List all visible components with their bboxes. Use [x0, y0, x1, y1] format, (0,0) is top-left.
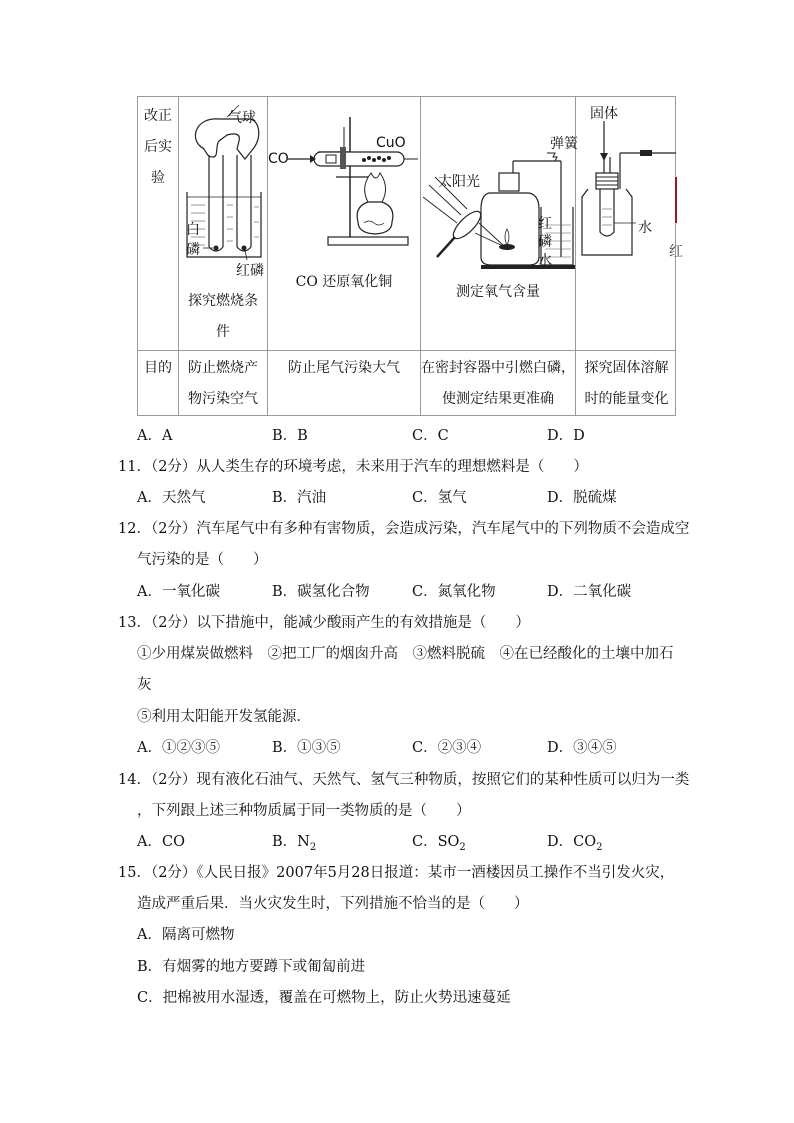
- q15-stem-line1: 15．（2分）《人民日报》2007年5月28日报道：某市一酒楼因员工操作不当引发火灾，: [118, 865, 675, 881]
- q12-option-c[interactable]: C．氮氧化物: [412, 584, 496, 600]
- q11-stem: 11．（2分）从人类生存的环境考虑，未来用于汽车的理想燃料是（ ）: [118, 459, 588, 475]
- red-phosphorus-c-label: 红 磷: [538, 216, 552, 250]
- purpose-d: 探究固体溶解 时的能量变化: [584, 360, 669, 407]
- oxygen-caption: 测定氧气含量: [456, 284, 540, 300]
- q14-stem-line1: 14．（2分）现有液化石油气、天然气、氢气三种物质，按照它们的某种性质可以归为一类: [118, 772, 690, 788]
- balloon-label: 气球: [228, 110, 256, 126]
- q13-measures-line2: 灰: [137, 677, 152, 693]
- q12-stem-line1: 12．（2分）汽车尾气中有多种有害物质，会造成污染，汽车尾气中的下列物质不会造成空: [118, 521, 690, 537]
- water-d-label: 水: [638, 220, 652, 236]
- q13-option-a[interactable]: A．①②③⑤: [137, 740, 220, 756]
- q11-option-c[interactable]: C．氢气: [412, 490, 467, 506]
- sunlight-label: 太阳光: [438, 174, 480, 190]
- co-reduction-apparatus-diagram: [268, 97, 420, 257]
- q12-option-d[interactable]: D．二氧化碳: [547, 584, 632, 600]
- q10-option-c[interactable]: C．C: [412, 428, 449, 444]
- q14-option-b[interactable]: B．$N_2$: [272, 834, 317, 853]
- q12-option-a[interactable]: A．一氧化碳: [137, 584, 220, 600]
- q12-stem-line2: 气污染的是（ ）: [137, 552, 268, 568]
- q15-option-a[interactable]: A．隔离可燃物: [137, 927, 235, 943]
- q13-option-c[interactable]: C．②③④: [412, 740, 482, 756]
- q13-option-b[interactable]: B．①③⑤: [272, 740, 341, 756]
- q15-stem-line2: 造成严重后果．当火灾发生时，下列措施不恰当的是（ ）: [137, 896, 529, 912]
- purpose-c: 在密封容器中引燃白磷， 使测定结果更准确: [421, 360, 575, 407]
- q13-stem: 13．（2分）以下措施中，能减少酸雨产生的有效措施是（ ）: [118, 615, 530, 631]
- q14-option-d[interactable]: D．$CO_2$: [547, 834, 603, 853]
- q14-stem-line2: ，下列跟上述三种物质属于同一类物质的是（ ）: [137, 803, 471, 819]
- q14-option-a[interactable]: A．CO: [137, 834, 185, 850]
- q13-measures-line3: ⑤利用太阳能开发氢能源．: [137, 709, 311, 725]
- q11-option-d[interactable]: D．脱硫煤: [547, 490, 617, 506]
- q15-option-c[interactable]: C．把棉被用水湿透，覆盖在可燃物上，防止火势迅速蔓延: [137, 990, 511, 1006]
- spring-clip-label: 弹簧: [550, 136, 578, 152]
- row-header-purpose: 目的: [144, 360, 172, 376]
- q11-option-a[interactable]: A．天然气: [137, 490, 206, 506]
- co-reduction-caption: CO 还原氧化铜: [295, 274, 393, 290]
- experiment-table: [137, 96, 683, 416]
- purpose-a: 防止燃烧产 物污染空气: [188, 360, 258, 407]
- water-c-label: 水: [538, 253, 552, 269]
- q10-option-a[interactable]: A．A: [137, 428, 173, 444]
- red-phosphorus-label: 红磷: [236, 263, 264, 279]
- q13-measures-line1: ①少用煤炭做燃料 ②把工厂的烟囱升高 ③燃料脱硫 ④在已经酸化的土壤中加石: [137, 646, 674, 662]
- co-label: CO: [268, 151, 289, 167]
- row-header-improved: 改正 后实 验: [144, 108, 172, 186]
- q15-option-b[interactable]: B．有烟雾的地方要蹲下或匍匐前进: [137, 959, 366, 975]
- cuo-label: CuO: [376, 135, 406, 151]
- solid-label: 固体: [590, 106, 618, 122]
- q10-option-b[interactable]: B．B: [272, 428, 308, 444]
- q14-option-c[interactable]: C．$SO_2$: [412, 834, 466, 853]
- q13-option-d[interactable]: D．③④⑤: [547, 740, 617, 756]
- white-phosphorus-label: 白 磷: [186, 222, 200, 258]
- purpose-b: 防止尾气污染大气: [288, 360, 400, 376]
- q12-option-b[interactable]: B．碳氢化合物: [272, 584, 370, 600]
- q11-option-b[interactable]: B．汽油: [272, 490, 327, 506]
- cut-off-label: 红: [669, 244, 683, 260]
- combustion-caption: 探究燃烧条 件: [188, 293, 258, 340]
- q10-option-d[interactable]: D．D: [547, 428, 585, 444]
